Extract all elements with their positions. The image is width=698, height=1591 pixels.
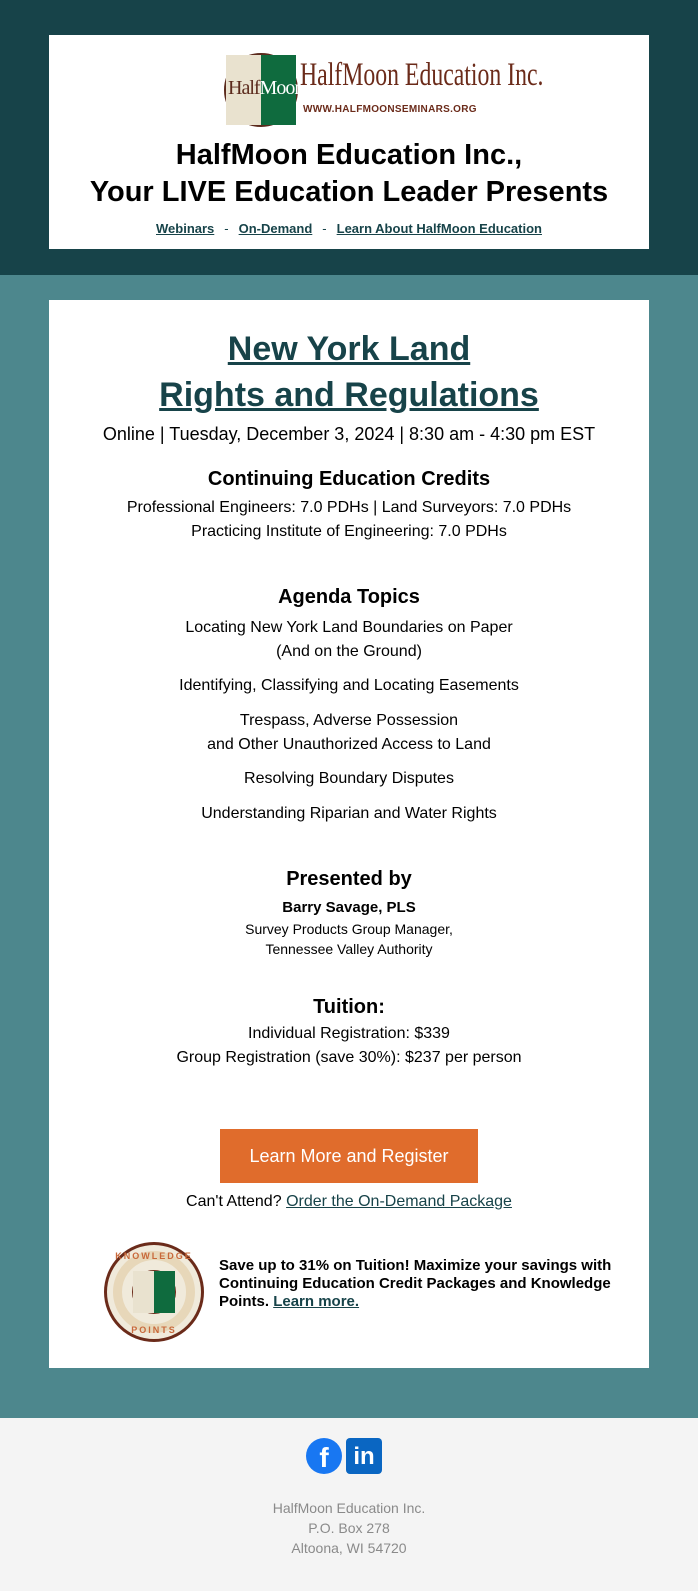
agenda-item: (And on the Ground): [276, 643, 422, 660]
nav-learn-about-link[interactable]: Learn About HalfMoon Education: [336, 221, 542, 236]
badge-top-text: KNOWLEDGE: [115, 1251, 193, 1261]
nav-separator: -: [224, 221, 229, 236]
social-links: [306, 1438, 386, 1476]
footer-company: HalfMoon Education Inc.: [272, 1500, 426, 1516]
header-title-line2: Your LIVE Education Leader Presents: [89, 176, 609, 208]
event-date-time: Online | Tuesday, December 3, 2024 | 8:30 am - 4:30 pm EST: [102, 424, 596, 444]
logo-url: WWW.HALFMOONSEMINARS.ORG: [303, 104, 477, 115]
learn-more-register-button[interactable]: Learn More and Register: [220, 1129, 478, 1183]
header-title: [49, 137, 649, 211]
nav-separator: -: [322, 221, 327, 236]
tuition-heading: Tuition:: [313, 996, 385, 1018]
header-nav: [49, 221, 649, 236]
presenter-org: Tennessee Valley Authority: [265, 941, 433, 957]
halfmoon-logo-emblem: [224, 53, 304, 127]
halfmoon-emblem-icon: [132, 1270, 176, 1314]
tuition-group: Group Registration (save 30%): $237 per person: [176, 1049, 522, 1066]
credits-heading: Continuing Education Credits: [207, 468, 491, 490]
presenter-role: Survey Products Group Manager,: [245, 921, 453, 937]
cant-attend-label: Can't Attend?: [186, 1193, 282, 1210]
logo-circle-right-text: Moon: [259, 77, 304, 99]
cant-attend-line: [49, 1193, 649, 1211]
agenda-item: Trespass, Adverse Possession: [239, 712, 459, 729]
presenter-heading: Presented by: [286, 868, 412, 890]
order-on-demand-link[interactable]: Order the On-Demand Package: [286, 1193, 512, 1210]
facebook-icon[interactable]: f: [306, 1438, 342, 1474]
linkedin-icon[interactable]: in: [346, 1438, 382, 1474]
footer-po-box: P.O. Box 278: [308, 1520, 390, 1536]
header-card: [49, 35, 649, 249]
event-title-line1[interactable]: New York Land: [227, 330, 471, 368]
agenda-item: Understanding Riparian and Water Rights: [201, 805, 497, 822]
logo-circle-left-text: Half: [228, 77, 260, 99]
footer-city: Altoona, WI 54720: [291, 1540, 407, 1556]
presenter-name: Barry Savage, PLS: [282, 899, 416, 916]
agenda-item: and Other Unauthorized Access to Land: [207, 736, 491, 753]
header-title-line1: HalfMoon Education Inc.,: [175, 139, 523, 171]
event-title-link[interactable]: [49, 326, 649, 418]
knowledge-points-text: Save up to 31% on Tuition! Maximize your savings with Continuing Education Credit Packages and Knowledge Points.: [219, 1257, 612, 1310]
agenda-item: Locating New York Land Boundaries on Paper: [185, 619, 513, 636]
credits-line: Professional Engineers: 7.0 PDHs | Land Surveyors: 7.0 PDHs: [126, 499, 572, 516]
event-title-line2[interactable]: Rights and Regulations: [159, 376, 539, 414]
tuition-individual: Individual Registration: $339: [248, 1025, 450, 1042]
knowledge-points-badge[interactable]: [104, 1242, 204, 1342]
halfmoon-logo[interactable]: [224, 53, 544, 129]
nav-on-demand-link[interactable]: On-Demand: [238, 221, 313, 236]
nav-webinars-link[interactable]: Webinars: [156, 221, 215, 236]
badge-bottom-text: POINTS: [131, 1325, 177, 1335]
agenda-item: Identifying, Classifying and Locating Easements: [179, 677, 519, 694]
knowledge-points-promo: [219, 1257, 619, 1311]
credits-line: Practicing Institute of Engineering: 7.0 PDHs: [191, 523, 507, 540]
agenda-item: Resolving Boundary Disputes: [244, 770, 454, 787]
logo-wordmark: HalfMoon Education Inc.: [300, 57, 544, 93]
agenda-heading: Agenda Topics: [278, 586, 420, 608]
learn-more-link[interactable]: Learn more.: [273, 1293, 360, 1310]
event-card: [49, 300, 649, 1368]
